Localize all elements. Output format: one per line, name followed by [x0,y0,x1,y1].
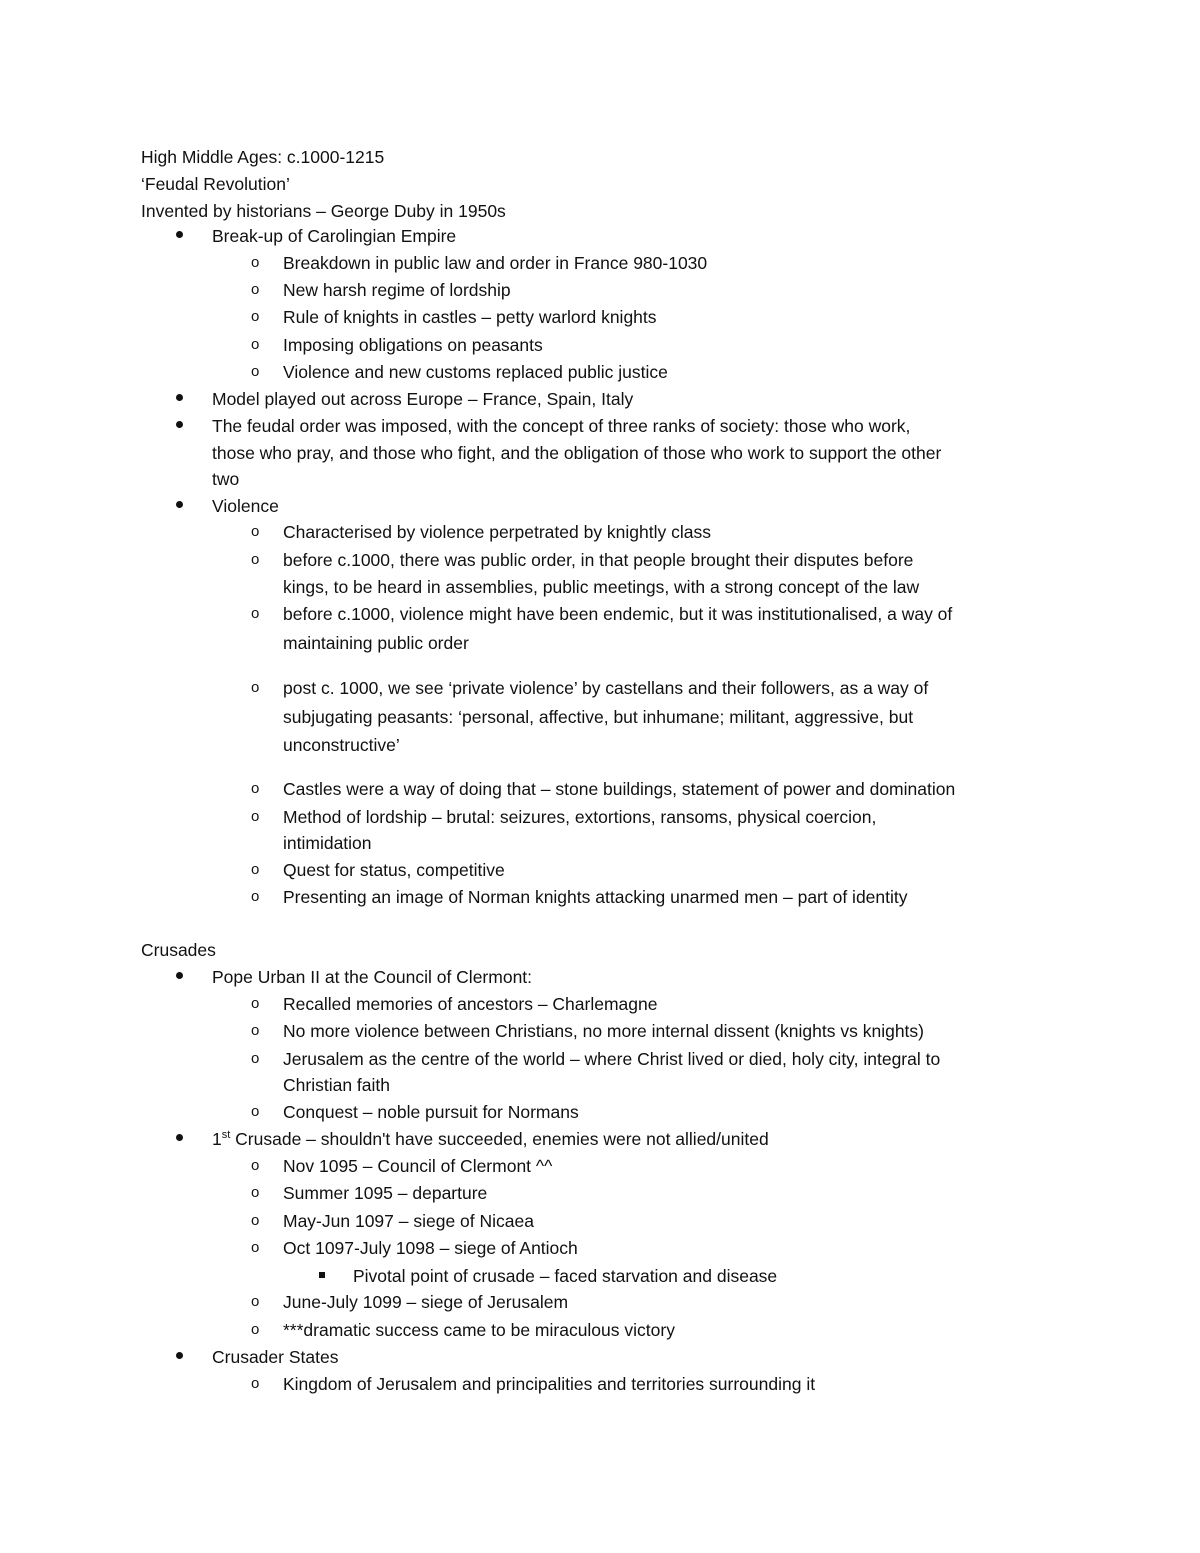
sub-bullet-marker: o [251,336,260,353]
list-item: Characterised by violence perpetrated by knightly class [283,522,711,542]
list-item: ***dramatic success came to be miraculous victory [283,1320,675,1340]
bullet-dot [176,972,183,979]
sub-bullet-marker: o [251,808,260,825]
sub-bullet-marker: o [251,1022,260,1039]
list-item: May-Jun 1097 – siege of Nicaea [283,1211,534,1231]
ordinal-suffix: st [221,1129,231,1142]
list-item: Rule of knights in castles – petty warlord knights [283,307,657,327]
list-item: Break-up of Carolingian Empire [212,226,457,246]
list-item-continuation: intimidation [283,833,372,853]
sub-bullet-marker: o [251,1184,260,1201]
section-heading: Crusades [141,940,216,960]
bullet-dot [176,421,183,428]
sub-bullet-marker: o [251,888,260,905]
list-item [212,1127,769,1151]
list-item: Presenting an image of Norman knights attacking unarmed men – part of identity [283,887,908,907]
list-item: Nov 1095 – Council of Clermont ^^ [283,1156,553,1176]
sub-bullet-marker: o [251,605,260,622]
list-item: Oct 1097-July 1098 – siege of Antioch [283,1238,578,1258]
sub-bullet-marker: o [251,995,260,1012]
sub-bullet-marker: o [251,679,260,696]
list-item: Method of lordship – brutal: seizures, extortions, ransoms, physical coercion, [283,807,877,827]
list-item: Model played out across Europe – France, Spain, Italy [212,389,634,409]
list-item: Crusader States [212,1347,339,1367]
list-item: Jerusalem as the centre of the world – where Christ lived or died, holy city, integral to [283,1049,941,1069]
doc-subtitle: ‘Feudal Revolution’ [141,174,290,194]
sub-bullet-marker: o [251,1321,260,1338]
list-item-continuation: two [212,469,240,489]
list-item-text: Crusade – shouldn't have succeeded, enemies were not allied/united [230,1129,769,1149]
doc-title: High Middle Ages: c.1000-1215 [141,147,385,167]
list-item-continuation: those who pray, and those who fight, and the obligation of those who work to support the other [212,443,942,463]
sub-bullet-marker: o [251,1050,260,1067]
bullet-dot [176,394,183,401]
doc-intro: Invented by historians – George Duby in 1950s [141,201,506,221]
sub-bullet-marker: o [251,281,260,298]
list-item: Imposing obligations on peasants [283,335,543,355]
list-item: Pope Urban II at the Council of Clermont: [212,967,533,987]
list-item: Violence [212,496,279,516]
bullet-dot [176,1352,183,1359]
list-item-continuation: kings, to be heard in assemblies, public meetings, with a strong concept of the law [283,577,920,597]
sub-bullet-marker: o [251,551,260,568]
list-item: No more violence between Christians, no more internal dissent (knights vs knights) [283,1021,924,1041]
list-item: Conquest – noble pursuit for Normans [283,1102,579,1122]
sub-bullet-marker: o [251,1157,260,1174]
sub-bullet-marker: o [251,861,260,878]
bullet-dot [176,231,183,238]
list-item-continuation: Christian faith [283,1075,390,1095]
list-item: Breakdown in public law and order in France 980-1030 [283,253,708,273]
list-item: before c.1000, violence might have been endemic, but it was institutionalised, a way of [283,604,953,624]
sub-bullet-marker: o [251,780,260,797]
ordinal-number: 1 [212,1129,222,1149]
list-item-continuation: maintaining public order [283,633,469,653]
list-item: Violence and new customs replaced public justice [283,362,668,382]
sub-bullet-marker: o [251,308,260,325]
sub-bullet-marker: o [251,1239,260,1256]
sub-bullet-marker: o [251,523,260,540]
sub-bullet-marker: o [251,1212,260,1229]
list-item: before c.1000, there was public order, in that people brought their disputes before [283,550,914,570]
list-item: Pivotal point of crusade – faced starvation and disease [353,1266,778,1286]
sub-bullet-marker: o [251,1375,260,1392]
sub-bullet-marker: o [251,254,260,271]
list-item: Recalled memories of ancestors – Charlemagne [283,994,658,1014]
list-item: Quest for status, competitive [283,860,505,880]
bullet-dot [176,1134,183,1141]
sub-bullet-marker: o [251,363,260,380]
sub-bullet-marker: o [251,1293,260,1310]
list-item-continuation: unconstructive’ [283,735,400,755]
bullet-dot [176,501,183,508]
list-item: The feudal order was imposed, with the concept of three ranks of society: those who work, [212,416,911,436]
list-item-continuation: subjugating peasants: ‘personal, affective, but inhumane; militant, aggressive, but [283,707,914,727]
list-item: post c. 1000, we see ‘private violence’ by castellans and their followers, as a way of [283,678,929,698]
list-item: Castles were a way of doing that – stone buildings, statement of power and domination [283,779,956,799]
list-item: Kingdom of Jerusalem and principalities and territories surrounding it [283,1374,816,1394]
list-item: New harsh regime of lordship [283,280,511,300]
list-item: Summer 1095 – departure [283,1183,488,1203]
sub-sub-bullet-marker [319,1272,325,1278]
list-item: June-July 1099 – siege of Jerusalem [283,1292,569,1312]
sub-bullet-marker: o [251,1103,260,1120]
